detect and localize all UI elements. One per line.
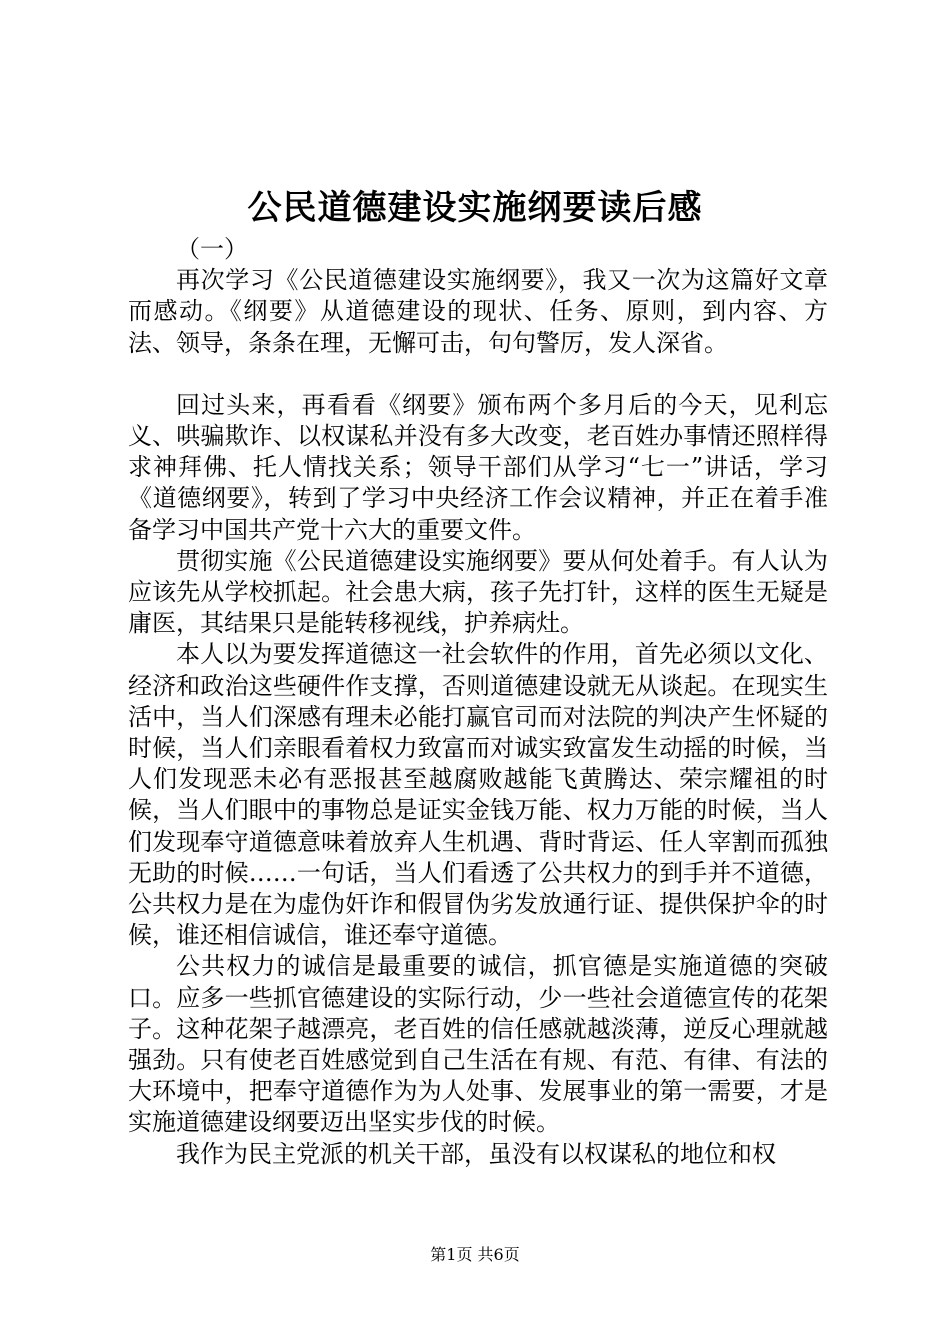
paragraph-4: 本人以为要发挥道德这一社会软件的作用，首先必须以文化、经济和政治这些硬件作支撑，否则道德建设就无从谈起。在现实生活中，当人们深感有理未必能打赢官司而对法院的判决产生怀疑的时候，当人们亲眼看着权力致富而对诚实致富发生动摇的时候，当人们发现恶未必有恶报甚至越腐败越能飞黄腾达、荣宗耀祖的时候，当人们眼中的事物总是证实金钱万能、权力万能的时候，当人们发现奉守道德意味着放弃人生机遇、背时背运、任人宰割而孤独无助的时候……一句话，当人们看透了公共权力的到手并不道德，公共权力是在为虚伪奸诈和假冒伪劣发放通行证、提供保护伞的时候，谁还相信诚信，谁还奉守道德。 (128, 640, 828, 950)
document-title: 公民道德建设实施纲要读后感 (247, 188, 703, 228)
paragraph-spacer (128, 359, 828, 390)
paragraph-2: 回过头来，再看看《纲要》颁布两个多月后的今天，见利忘义、哄骗欺诈、以权谋私并没有多大改变，老百姓办事情还照样得求神拜佛、托人情找关系；领导干部们从学习“七一”讲话，学习《道德纲要》，转到了学习中央经济工作会议精神，并正在着手准备学习中国共产党十六大的重要文件。 (128, 390, 828, 544)
paragraph-6: 我作为民主党派的机关干部，虽没有以权谋私的地位和权 (176, 1139, 776, 1168)
section-number: （一） (176, 235, 248, 263)
paragraph-3: 贯彻实施《公民道德建设实施纲要》要从何处着手。有人认为应该先从学校抓起。社会患大病，孩子先打针，这样的医生无疑是庸医，其结果只是能转移视线，护养病灶。 (128, 546, 828, 638)
paragraph-5: 公共权力的诚信是最重要的诚信，抓官德是实施道德的突破口。应多一些抓官德建设的实际行动，少一些社会道德宣传的花架子。这种花架子越漂亮，老百姓的信任感就越淡薄，逆反心理就越强劲。只有使老百姓感觉到自己生活在有规、有范、有律、有法的大环境中，把奉守道德作为为人处事、发展事业的第一需要，才是实施道德建设纲要迈出坚实步伐的时候。 (128, 952, 828, 1137)
paragraph-1: 再次学习《公民道德建设实施纲要》，我又一次为这篇好文章而感动。《纲要》从道德建设的现状、任务、原则，到内容、方法、领导，条条在理，无懈可击，句句警厉，发人深省。 (128, 266, 828, 357)
document-body (128, 234, 828, 1170)
page-footer: 第1页 共6页 (430, 1245, 520, 1264)
